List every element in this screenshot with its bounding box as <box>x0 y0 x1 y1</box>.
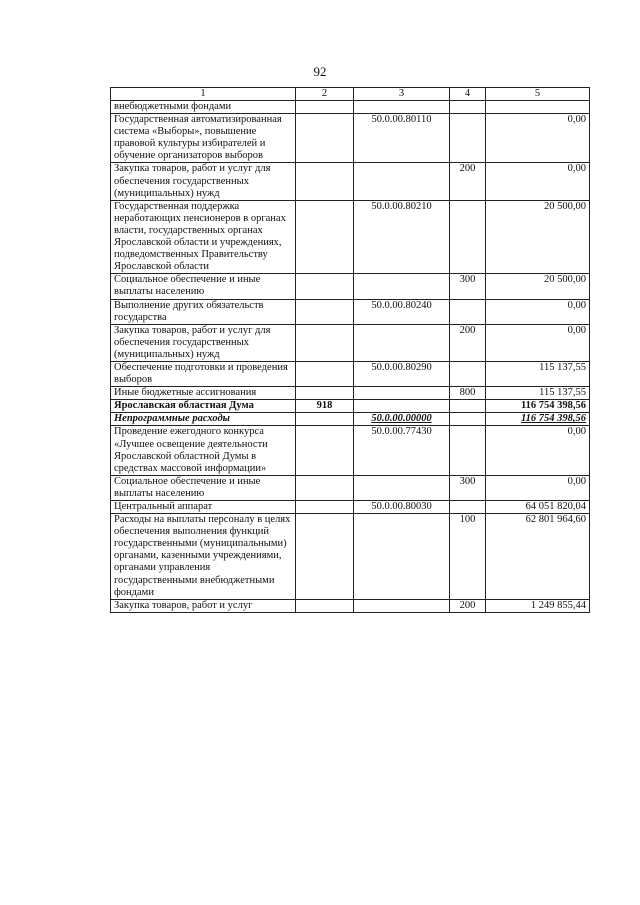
row-type-cell <box>450 361 486 386</box>
row-amount-cell: 116 754 398,56 <box>486 400 590 413</box>
row-code-cell: 50.0.00.80290 <box>354 361 450 386</box>
row-name-cell: Социальное обеспечение и иные выплаты населению <box>111 274 296 299</box>
table-row <box>111 400 590 413</box>
row-dept-cell <box>296 426 354 475</box>
row-amount-cell: 1 249 855,44 <box>486 599 590 612</box>
row-code-cell <box>354 387 450 400</box>
row-dept-cell <box>296 200 354 274</box>
row-dept-cell <box>296 163 354 200</box>
table-body <box>111 101 590 613</box>
row-dept-cell <box>296 501 354 514</box>
row-type-cell: 200 <box>450 324 486 361</box>
table-row <box>111 501 590 514</box>
row-name-cell: Социальное обеспечение и иные выплаты населению <box>111 475 296 500</box>
row-type-cell: 300 <box>450 274 486 299</box>
table-row <box>111 274 590 299</box>
row-dept-cell <box>296 324 354 361</box>
column-header: 1 <box>111 88 296 101</box>
row-code-cell <box>354 475 450 500</box>
row-type-cell <box>450 413 486 426</box>
row-dept-cell <box>296 361 354 386</box>
row-type-cell <box>450 501 486 514</box>
row-name-cell: Ярославская областная Дума <box>111 400 296 413</box>
row-name-cell: Закупка товаров, работ и услуг для обеспечения государственных (муниципальных) нужд <box>111 324 296 361</box>
row-name-cell: Иные бюджетные ассигнования <box>111 387 296 400</box>
table-row <box>111 114 590 163</box>
row-code-cell <box>354 101 450 114</box>
row-dept-cell <box>296 599 354 612</box>
row-name-cell: Непрограммные расходы <box>111 413 296 426</box>
row-amount-cell: 20 500,00 <box>486 274 590 299</box>
row-name-cell: Выполнение других обязательств государства <box>111 299 296 324</box>
row-code-cell: 50.0.00.80240 <box>354 299 450 324</box>
row-type-cell: 300 <box>450 475 486 500</box>
row-name-cell: Обеспечение подготовки и проведения выборов <box>111 361 296 386</box>
row-name-cell: Расходы на выплаты персоналу в целях обеспечения выполнения функций государственными (муниципальными) органами, казенными учреждениями, органами управления государственными внебюджетными фондами <box>111 514 296 600</box>
row-name-cell: Закупка товаров, работ и услуг <box>111 599 296 612</box>
row-type-cell <box>450 299 486 324</box>
row-dept-cell <box>296 387 354 400</box>
row-type-cell <box>450 426 486 475</box>
column-header: 2 <box>296 88 354 101</box>
row-amount-cell: 62 801 964,60 <box>486 514 590 600</box>
row-dept-cell <box>296 413 354 426</box>
row-code-cell: 50.0.00.80030 <box>354 501 450 514</box>
table-row <box>111 426 590 475</box>
row-amount-cell: 20 500,00 <box>486 200 590 274</box>
row-name-cell: Центральный аппарат <box>111 501 296 514</box>
table-row <box>111 599 590 612</box>
row-dept-cell: 918 <box>296 400 354 413</box>
table-row <box>111 299 590 324</box>
page-number: 92 <box>313 64 327 79</box>
table-row <box>111 163 590 200</box>
row-code-cell <box>354 163 450 200</box>
row-code-cell: 50.0.00.80210 <box>354 200 450 274</box>
table-row <box>111 200 590 274</box>
row-type-cell <box>450 400 486 413</box>
row-code-cell <box>354 324 450 361</box>
row-code-cell: 50.0.00.00000 <box>354 413 450 426</box>
column-header: 5 <box>486 88 590 101</box>
row-type-cell <box>450 114 486 163</box>
table-row <box>111 101 590 114</box>
row-dept-cell <box>296 101 354 114</box>
table-row <box>111 475 590 500</box>
row-code-cell <box>354 274 450 299</box>
row-code-cell <box>354 400 450 413</box>
row-type-cell: 200 <box>450 163 486 200</box>
row-name-cell: внебюджетными фондами <box>111 101 296 114</box>
row-type-cell: 800 <box>450 387 486 400</box>
row-amount-cell: 0,00 <box>486 163 590 200</box>
row-type-cell: 200 <box>450 599 486 612</box>
row-dept-cell <box>296 475 354 500</box>
row-dept-cell <box>296 514 354 600</box>
row-code-cell: 50.0.00.77430 <box>354 426 450 475</box>
row-name-cell: Закупка товаров, работ и услуг для обеспечения государственных (муниципальных) нужд <box>111 163 296 200</box>
row-dept-cell <box>296 274 354 299</box>
budget-table <box>110 87 590 613</box>
row-dept-cell <box>296 299 354 324</box>
row-code-cell: 50.0.00.80110 <box>354 114 450 163</box>
row-amount-cell: 0,00 <box>486 475 590 500</box>
column-header: 4 <box>450 88 486 101</box>
row-amount-cell: 0,00 <box>486 114 590 163</box>
row-amount-cell: 0,00 <box>486 299 590 324</box>
row-amount-cell: 0,00 <box>486 324 590 361</box>
row-code-cell <box>354 514 450 600</box>
row-type-cell <box>450 101 486 114</box>
row-amount-cell: 115 137,55 <box>486 361 590 386</box>
column-header: 3 <box>354 88 450 101</box>
row-dept-cell <box>296 114 354 163</box>
row-amount-cell: 115 137,55 <box>486 387 590 400</box>
row-amount-cell: 116 754 398,56 <box>486 413 590 426</box>
table-row <box>111 361 590 386</box>
row-amount-cell: 64 051 820,04 <box>486 501 590 514</box>
table-row <box>111 324 590 361</box>
row-amount-cell: 0,00 <box>486 426 590 475</box>
row-code-cell <box>354 599 450 612</box>
row-name-cell: Государственная поддержка неработающих пенсионеров в органах власти, государственных органах Ярославской области и учреждениях, подведомственных Правительству Ярославской области <box>111 200 296 274</box>
table-row <box>111 387 590 400</box>
table-header-row <box>111 88 590 101</box>
row-amount-cell <box>486 101 590 114</box>
row-type-cell <box>450 200 486 274</box>
table-row <box>111 514 590 600</box>
row-type-cell: 100 <box>450 514 486 600</box>
table-row <box>111 413 590 426</box>
row-name-cell: Государственная автоматизированная система «Выборы», повышение правовой культуры избирателей и обучение организаторов выборов <box>111 114 296 163</box>
row-name-cell: Проведение ежегодного конкурса «Лучшее освещение деятельности Ярославской областной Думы в средствах массовой информации» <box>111 426 296 475</box>
